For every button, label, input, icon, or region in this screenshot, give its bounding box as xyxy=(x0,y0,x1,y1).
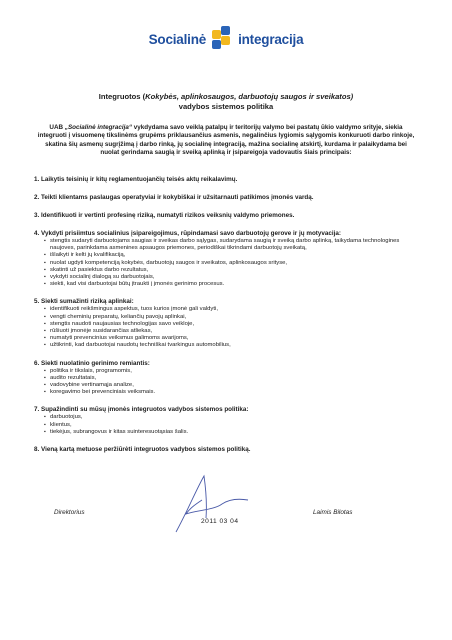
bullet-item: ▪ nuolat ugdyti kompetenciją kokybės, darbuotojų saugos ir sveikatos, aplinkosaugos srityse, xyxy=(44,260,420,267)
bullet-item: ▪ klientus, xyxy=(44,422,420,429)
section-heading: 7. Supažindinti su mūsų įmonės integruotos vadybos sistemos politika: xyxy=(34,406,249,414)
policy-section xyxy=(34,230,420,288)
bullet-list xyxy=(34,238,420,288)
section-heading: 8. Vieną kartą metuose peržiūrėti integruotos vadybos sistemos politiką. xyxy=(34,446,251,454)
section-heading: 3. Identifikuoti ir vertinti profesinę riziką, numatyti rizikos veiksnių valdymo priemones. xyxy=(34,212,295,219)
bullet-item: ▪ vengti cheminių preparatų, keliančių pavojų aplinkai, xyxy=(44,314,420,321)
title-line2: vadybos sistemos politika xyxy=(178,102,274,111)
puzzle-logo-icon xyxy=(209,26,235,52)
policy-section xyxy=(34,446,420,454)
logo-word-right: integracija xyxy=(238,31,304,47)
bullet-item: ▪ koregavimo bei prevenciniais veiksmais. xyxy=(44,389,420,396)
policy-section xyxy=(34,298,420,349)
bullet-item: ▪ vadovybine vertinamąja analize, xyxy=(44,382,420,389)
bullet-list xyxy=(34,306,420,349)
section-heading: 1. Laikytis teisinių ir kitų reglamentuojančių teisės aktų reikalavimų. xyxy=(34,176,238,183)
signature-date: 2011 03 04 xyxy=(201,518,239,525)
section-heading: 6. Siekti nuolatinio gerinimo remiantis: xyxy=(34,359,150,367)
intro-company: „Socialinė integracija“ xyxy=(64,124,133,131)
title-italic: Kokybės, aplinkosaugos, darbuotojų saugos ir sveikatos) xyxy=(145,92,354,101)
document-title xyxy=(40,92,412,112)
bullet-item: ▪ skatinti už pasiektus darbo rezultatus, xyxy=(44,267,420,274)
bullet-item: ▪ stengtis naudoti naujausias technologijas savo veikloje, xyxy=(44,321,420,328)
bullet-list xyxy=(34,414,420,436)
bullet-item: ▪ identifikuoti reikšmingus aspektus, tuos kurios įmonė gali valdyti, xyxy=(44,306,420,313)
policy-principles xyxy=(34,176,420,464)
bullet-item: ▪ tiekėjus, subrangovus ir kitas suinteresuotąsias šalis. xyxy=(44,429,420,436)
bullet-item: ▪ siekti, kad visi darbuotojai būtų įtraukti į įmonės gerinimo procesus. xyxy=(44,281,420,288)
title-prefix: Integruotos ( xyxy=(98,92,146,101)
logo-word-left: Socialinė xyxy=(148,31,207,47)
intro-text: vykdydama savo veiklą patalpų ir teritorijų valymo bei pastatų ūkio valdymo srityje, siekia integruoti į visuomenę tikslinėms grupėms priklausančius asmenis, negalinčius lygiomis sąlygomis konkuruoti darbo rinkoje, skatina šių asmenų sugrįžimą į darbo rinką, jų socialinę integraciją, mažina socialinę atskirtį, kurdama ir palaikydama bei nuolat gerindama saugią ir sveiką aplinką ir įsipareigoja vadovautis šiais principais: xyxy=(37,124,415,157)
section-heading: 2. Teikti klientams paslaugas operatyviai ir kokybiškai ir užsitarnauti patikimos įmonės vardą. xyxy=(34,194,314,201)
bullet-item: ▪ rūšiuoti įmonėje susidarančias atliekas, xyxy=(44,328,420,335)
intro-prefix: UAB xyxy=(49,124,65,131)
section-heading: 5. Siekti sumažinti riziką aplinkai: xyxy=(34,298,134,306)
bullet-list xyxy=(34,368,420,397)
policy-section xyxy=(34,194,420,202)
signatory-name: Laimis Bilotas xyxy=(313,509,353,516)
intro-paragraph xyxy=(36,124,416,158)
bullet-item: ▪ išlaikyti ir kelti jų kvalifikaciją, xyxy=(44,252,420,259)
company-logo xyxy=(0,26,452,52)
section-heading: 4. Vykdyti prisiimtus socialinius įsipareigojimus, rūpindamasi savo darbuotojų gerove ir jų motyvacija: xyxy=(34,230,342,237)
policy-section xyxy=(34,406,420,436)
policy-section xyxy=(34,176,420,184)
bullet-item: ▪ darbuotojus, xyxy=(44,414,420,421)
bullet-item: ▪ politika ir tikslais, programomis, xyxy=(44,368,420,375)
bullet-item: ▪ stengtis sudaryti darbuotojams saugias ir sveikas darbo sąlygas, sudarydama saugią ir sveiką darbo aplinką, taikydama technologines naujoves, parinkdama asmenines apsaugos priemones, periodiškai tikrindami darbuotojų sveikatą, xyxy=(44,238,420,252)
handwritten-signature xyxy=(166,470,256,540)
bullet-item: ▪ audito rezultatais, xyxy=(44,375,420,382)
signature-title: Direktorius xyxy=(54,509,85,516)
bullet-item: ▪ užtikrinti, kad darbuotojai naudotų techniškai tvarkingus automobilius, xyxy=(44,342,420,349)
policy-section xyxy=(34,212,420,220)
bullet-item: ▪ numatyti prevencinius veiksmus galimoms avarijoms, xyxy=(44,335,420,342)
bullet-item: ▪ vykdyti socialinį dialogą su darbuotojais, xyxy=(44,274,420,281)
policy-section xyxy=(34,360,420,397)
